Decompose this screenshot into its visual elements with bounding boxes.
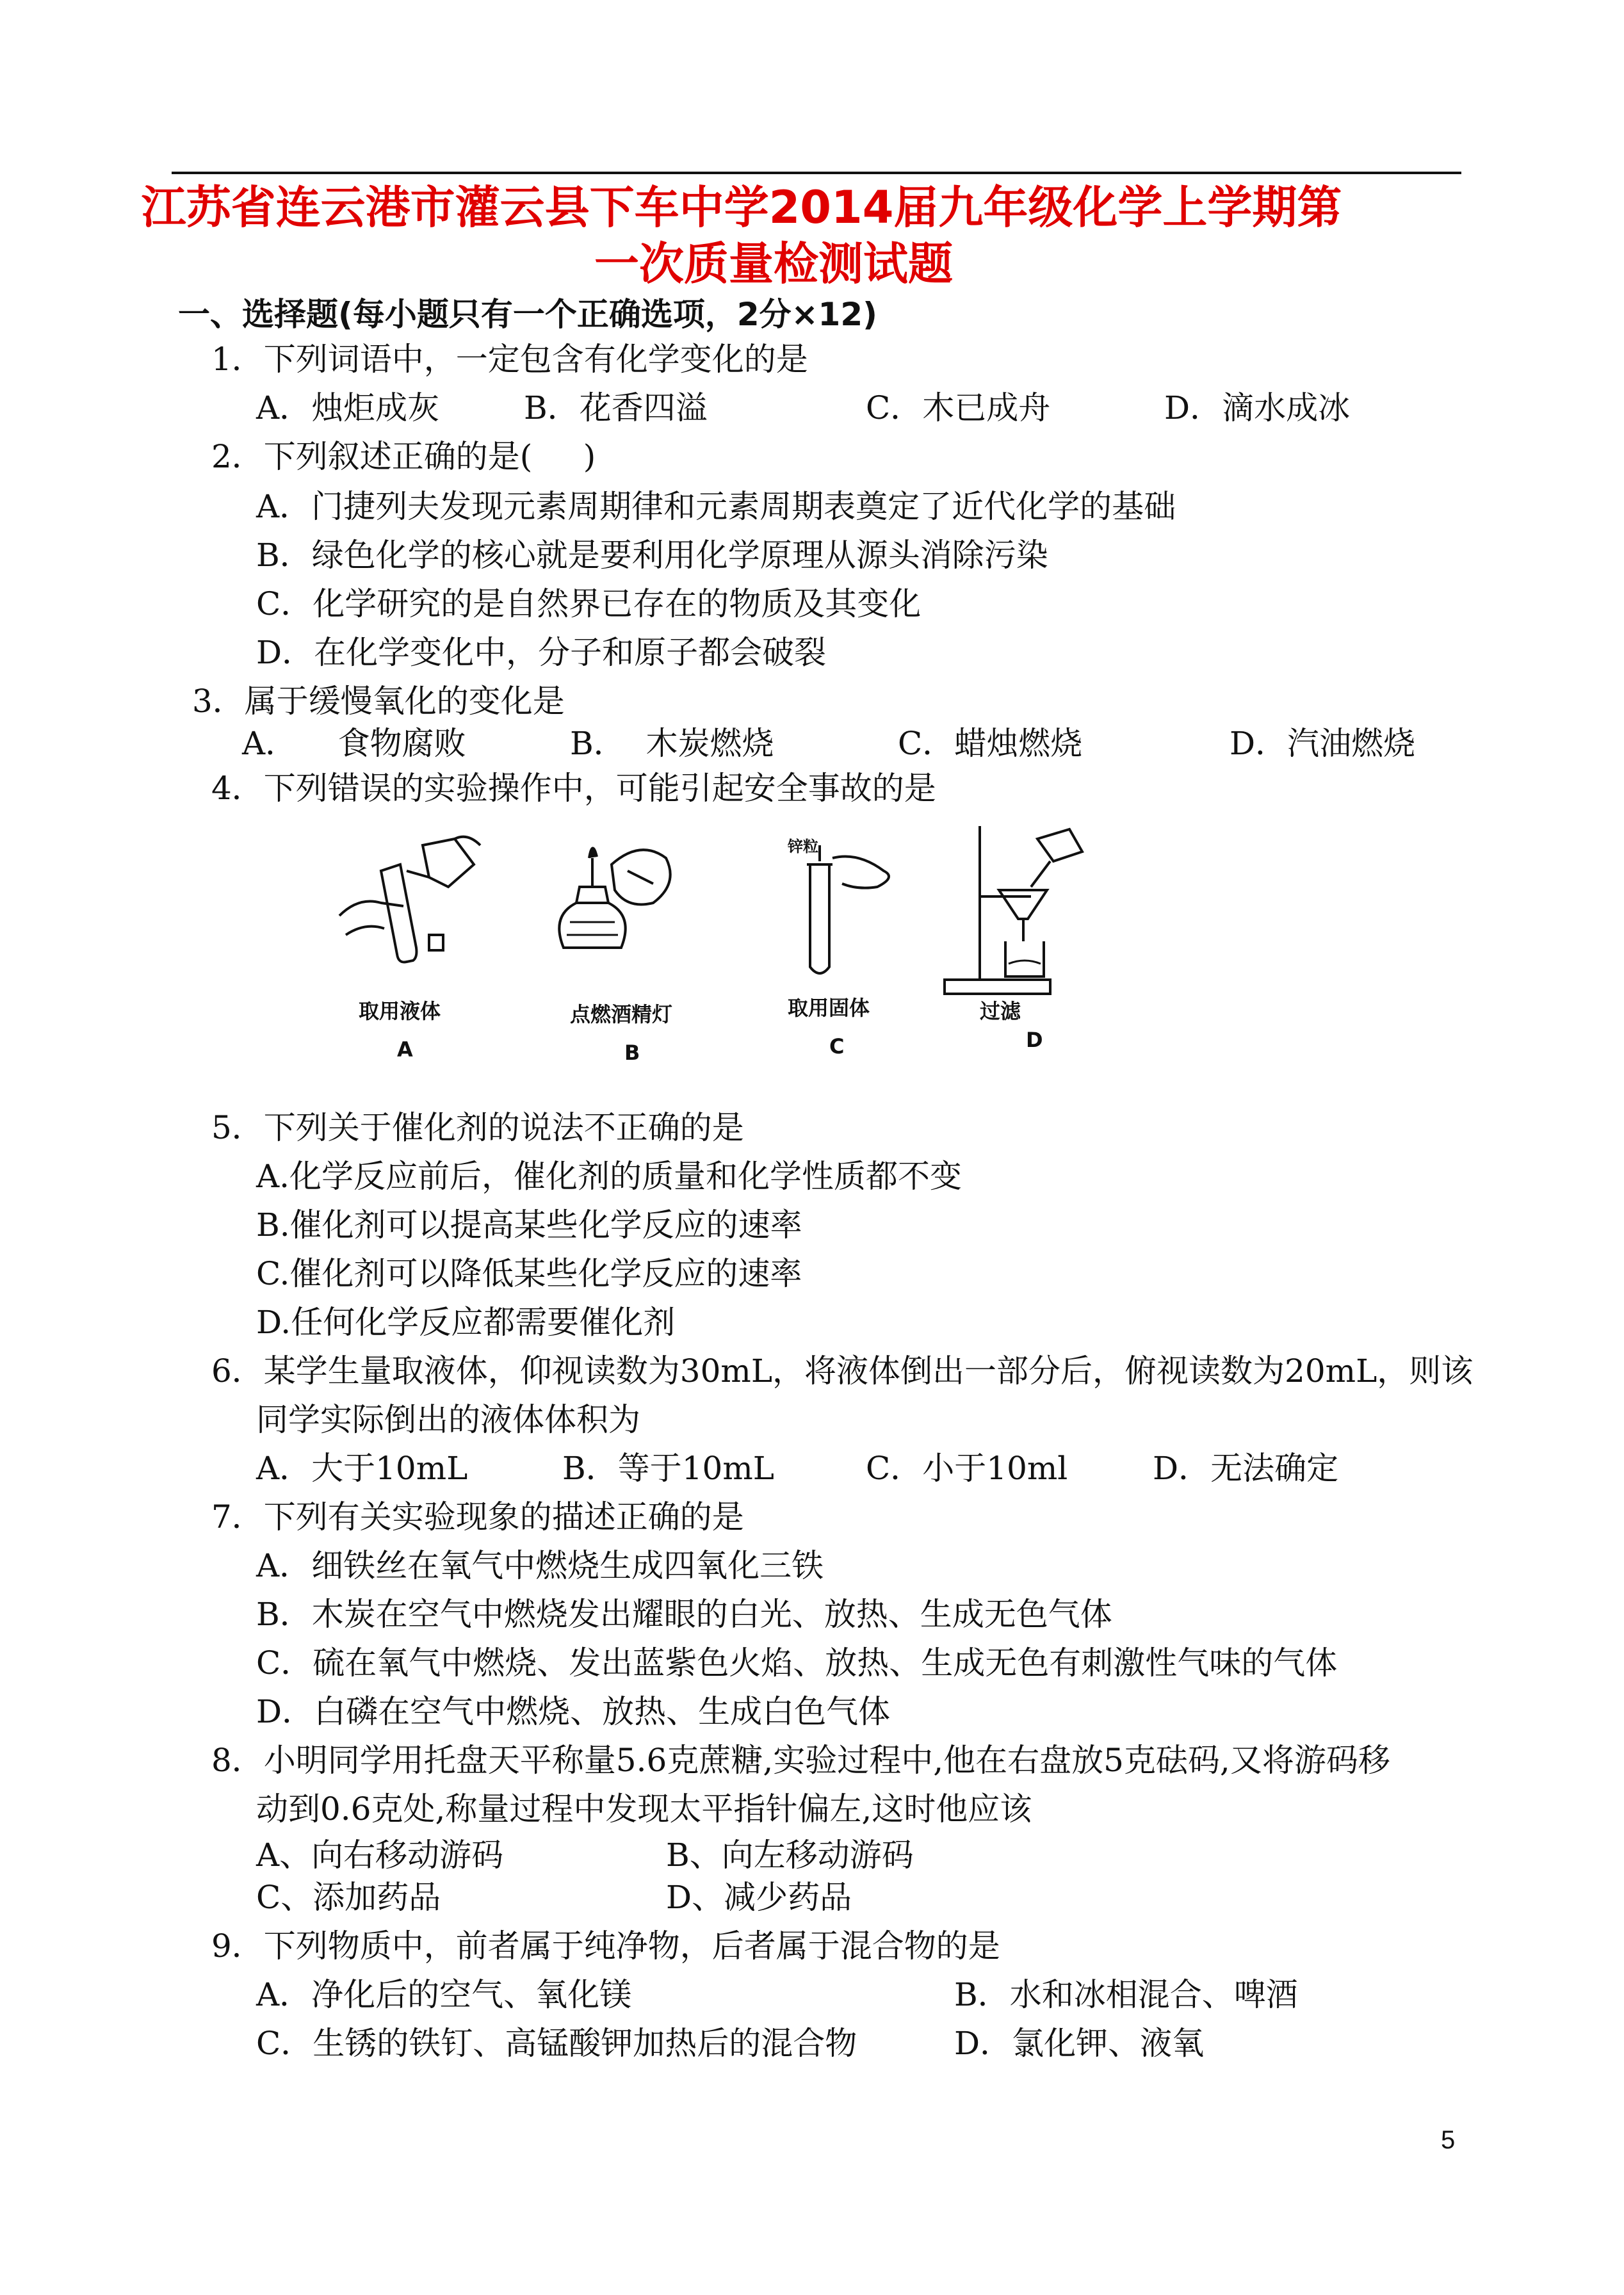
q6-option-b: B．等于10mL <box>562 1450 774 1487</box>
q1-option-b: B．花香四溢 <box>524 389 708 426</box>
figure-b-alcohol-lamp <box>559 848 670 948</box>
q6-option-a: A．大于10mL <box>256 1450 468 1487</box>
figure-a-pouring-liquid <box>339 837 480 962</box>
q3-option-b: B． 木炭燃烧 <box>570 725 774 762</box>
q9-option-d: D．氯化钾、液氧 <box>954 2025 1205 2062</box>
page-title-line1: 江苏省连云港市灌云县下车中学2014届九年级化学上学期第 <box>141 181 1342 234</box>
figure-caption-d: 过滤 <box>980 999 1021 1023</box>
q2-option-c: C．化学研究的是自然界已存在的物质及其变化 <box>256 585 922 622</box>
q7-option-d: D．白磷在空气中燃烧、放热、生成白色气体 <box>256 1693 891 1730</box>
q8-option-a: A、向右移动游码 <box>256 1837 504 1874</box>
q8-option-c: C、添加药品 <box>256 1879 441 1916</box>
q3-option-d: D．汽油燃烧 <box>1230 725 1416 762</box>
q8-option-b: B、向左移动游码 <box>666 1837 914 1874</box>
q6-option-d: D．无法确定 <box>1153 1450 1339 1487</box>
q8-stem-line2: 动到0.6克处,称量过程中发现太平指针偏左,这时他应该 <box>256 1790 1032 1828</box>
figure-caption-b: 点燃酒精灯 <box>570 1002 673 1026</box>
figure-caption-c: 取用固体 <box>788 996 870 1020</box>
q6-stem-line2: 同学实际倒出的液体体积为 <box>256 1401 640 1438</box>
q3-option-c: C．蜡烛燃烧 <box>898 725 1083 762</box>
q9-option-c: C．生锈的铁钉、高锰酸钾加热后的混合物 <box>256 2025 857 2062</box>
q7-option-b: B．木炭在空气中燃烧发出耀眼的白光、放热、生成无色气体 <box>256 1596 1112 1633</box>
figure-letter-c: C <box>829 1034 845 1058</box>
q9-option-a: A．净化后的空气、氧化镁 <box>256 1976 632 2013</box>
q9-stem: 9．下列物质中，前者属于纯净物，后者属于混合物的是 <box>211 1927 1000 1965</box>
q1-stem: 1．下列词语中，一定包含有化学变化的是 <box>211 341 808 378</box>
top-rule <box>172 172 1461 174</box>
q6-option-c: C．小于10ml <box>866 1450 1068 1487</box>
q1-option-c: C．木已成舟 <box>866 389 1051 426</box>
q1-option-a: A．烛炬成灰 <box>256 389 440 426</box>
q8-option-d: D、减少药品 <box>666 1879 852 1916</box>
q3-stem: 3．属于缓慢氧化的变化是 <box>192 683 565 720</box>
page-number: 5 <box>1441 2126 1456 2154</box>
q7-option-c: C．硫在氧气中燃烧、发出蓝紫色火焰、放热、生成无色有刺激性气味的气体 <box>256 1644 1338 1682</box>
q7-option-a: A．细铁丝在氧气中燃烧生成四氧化三铁 <box>256 1547 824 1584</box>
q2-option-b: B．绿色化学的核心就是要利用化学原理从源头消除污染 <box>256 537 1048 574</box>
q4-stem: 4．下列错误的实验操作中，可能引起安全事故的是 <box>211 770 936 807</box>
q4-apparatus-figure <box>320 826 1127 1082</box>
figure-caption-a: 取用液体 <box>359 999 441 1023</box>
q5-option-b: B.催化剂可以提高某些化学反应的速率 <box>256 1206 802 1244</box>
q6-stem-line1: 6．某学生量取液体，仰视读数为30mL，将液体倒出一部分后，俯视读数为20mL，则该 <box>211 1352 1474 1390</box>
q5-option-d: D.任何化学反应都需要催化剂 <box>256 1304 676 1341</box>
figure-c-label-zinc: 锌粒 <box>788 838 818 856</box>
q5-stem: 5．下列关于催化剂的说法不正确的是 <box>211 1109 744 1146</box>
figure-letter-d: D <box>1026 1028 1043 1052</box>
q5-option-a: A.化学反应前后，催化剂的质量和化学性质都不变 <box>256 1158 962 1195</box>
figure-letter-b: B <box>624 1041 640 1065</box>
q5-option-c: C.催化剂可以降低某些化学反应的速率 <box>256 1255 802 1292</box>
page-title-line2: 一次质量检测试题 <box>594 238 953 290</box>
q1-option-d: D．滴水成冰 <box>1164 389 1351 426</box>
q2-option-d: D．在化学变化中，分子和原子都会破裂 <box>256 634 827 671</box>
q3-option-a: A． 食物腐败 <box>242 725 466 762</box>
q9-option-b: B．水和冰相混合、啤酒 <box>954 1976 1298 2013</box>
figure-c-adding-solid <box>807 845 889 973</box>
q7-stem: 7．下列有关实验现象的描述正确的是 <box>211 1498 744 1536</box>
section-heading: 一、选择题(每小题只有一个正确选项，2分×12) <box>178 296 877 333</box>
q2-stem: 2．下列叙述正确的是( ) <box>211 438 596 475</box>
q8-stem-line1: 8．小明同学用托盘天平称量5.6克蔗糖,实验过程中,他在右盘放5克砝码,又将游码移 <box>211 1742 1390 1779</box>
figure-d-filtration <box>945 826 1082 994</box>
q2-option-a: A．门捷列夫发现元素周期律和元素周期表奠定了近代化学的基础 <box>256 488 1176 525</box>
figure-letter-a: A <box>397 1037 413 1062</box>
